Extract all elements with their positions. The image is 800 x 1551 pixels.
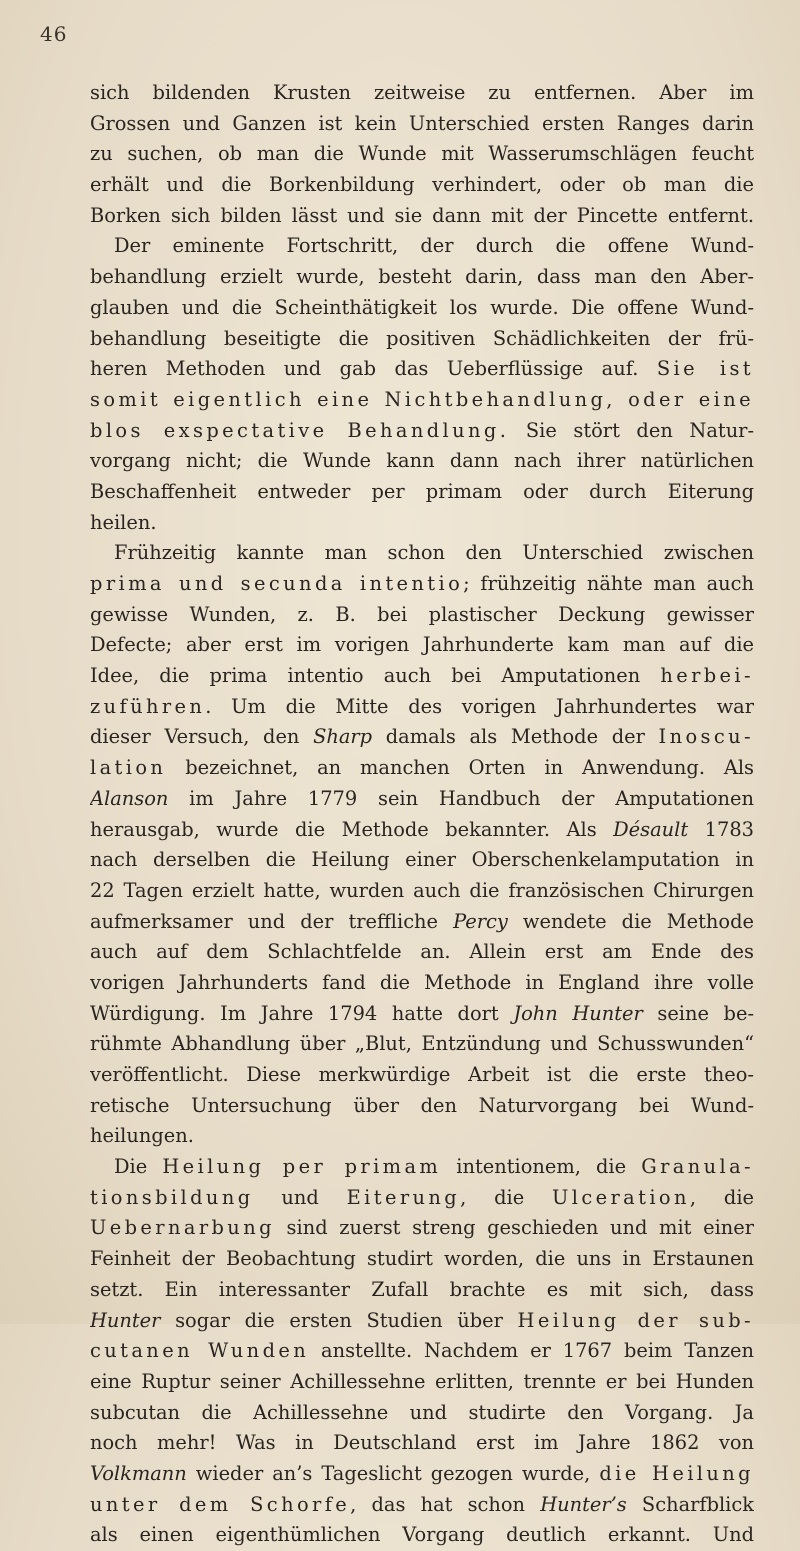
spaced-text-run: Inoscu- xyxy=(658,725,754,749)
spaced-text-run: prima und secunda intentio xyxy=(90,572,464,595)
text-run: Sie stört den Natur- xyxy=(509,418,754,442)
text-run: aufmerksamer und der treffliche xyxy=(90,909,454,933)
text-line xyxy=(90,1029,754,1060)
text-run: noch mehr! Was in Deutschland erst im Jahre 1862 von xyxy=(90,1431,754,1455)
text-run: Der eminente Fortschritt, der durch die offene Wund- xyxy=(114,234,754,258)
text-run: sich bildenden Krusten zeitweise zu entfernen. Aber im xyxy=(90,81,754,104)
text-run: wendete die Methode xyxy=(507,909,754,933)
text-line xyxy=(90,815,754,846)
text-line xyxy=(90,139,754,170)
text-line xyxy=(90,477,754,508)
text-line xyxy=(90,569,754,600)
text-line xyxy=(90,1490,754,1521)
text-run: wieder an’s Tageslicht gezogen wurde, xyxy=(186,1461,600,1485)
spaced-text-run: Sie ist xyxy=(656,357,754,381)
text-run: dieser Versuch, den xyxy=(90,725,314,749)
spaced-text-run: herbei- xyxy=(660,664,754,688)
text-line xyxy=(90,201,754,232)
text-line xyxy=(90,907,754,938)
text-run: intentionem, die xyxy=(441,1155,642,1179)
text-run: erhält und die Borkenbildung verhindert, oder ob man die xyxy=(90,173,754,197)
text-line xyxy=(90,1367,754,1398)
text-run: anstellte. Nachdem er 1767 beim Tanzen xyxy=(309,1339,754,1363)
spaced-text-run: Eiterung xyxy=(346,1185,461,1209)
text-run: nach derselben die Heilung einer Oberschenkelamputation in xyxy=(90,848,754,872)
text-line xyxy=(90,1459,754,1490)
text-run: auch auf dem Schlachtfelde an. Allein erst am Ende des xyxy=(90,940,754,964)
spaced-text-run: somit eigentlich eine Nichtbehandlung, oder eine xyxy=(90,387,754,411)
text-run: herausgab, wurde die Methode bekannter. Als xyxy=(90,817,614,841)
text-run: vorgang nicht; die Wunde kann dann nach ihrer natürlichen xyxy=(90,449,754,473)
spaced-text-run: die Heilung xyxy=(599,1461,754,1485)
text-line xyxy=(90,753,754,784)
spaced-text-run: Granula- xyxy=(641,1155,754,1179)
text-line xyxy=(90,231,754,262)
text-line xyxy=(90,1213,754,1244)
text-line xyxy=(90,692,754,723)
text-run: Scharfblick xyxy=(626,1492,754,1516)
text-run: vorigen Jahrhunderts fand die Methode in England ihre volle xyxy=(90,970,754,994)
text-run: glauben und die Scheinthätigkeit los wurde. Die offene Wund- xyxy=(90,295,754,319)
text-line xyxy=(90,262,754,293)
text-run: retische Untersuchung über den Naturvorgang bei Wund- xyxy=(90,1093,754,1117)
page-number: 46 xyxy=(40,22,68,46)
text-line xyxy=(90,1398,754,1429)
text-run: . Um die Mitte des vorigen Jahrhundertes war xyxy=(205,694,754,718)
author-name: Hunter’s xyxy=(540,1492,627,1516)
text-line xyxy=(90,354,754,385)
text-line xyxy=(90,876,754,907)
author-name: Alanson xyxy=(90,786,169,810)
text-run: bezeichnet, an manchen Orten in Anwendung. Als xyxy=(166,756,754,780)
text-line xyxy=(90,600,754,631)
spaced-text-run: lation xyxy=(90,756,167,780)
text-line xyxy=(90,1183,754,1214)
text-run: heilungen. xyxy=(90,1124,194,1148)
text-run: heilen. xyxy=(90,510,157,534)
spaced-text-run: zuführen xyxy=(90,694,206,718)
author-name: Sharp xyxy=(313,725,373,749)
text-run: 1783 xyxy=(688,817,754,841)
text-line xyxy=(90,968,754,999)
text-line xyxy=(90,1275,754,1306)
text-run: setzt. Ein interessanter Zufall brachte es mit sich, dass xyxy=(90,1277,754,1301)
text-line xyxy=(90,1152,754,1183)
spaced-text-run: cutanen Wunden xyxy=(90,1339,310,1363)
text-run: eine Ruptur seiner Achillessehne erlitten, trennte er bei Hunden xyxy=(90,1369,754,1393)
spaced-text-run: Heilung per primam xyxy=(162,1155,442,1179)
text-run: sogar die ersten Studien über xyxy=(160,1308,518,1332)
text-run: , die xyxy=(460,1185,553,1209)
text-line xyxy=(90,416,754,447)
text-line xyxy=(90,937,754,968)
spaced-text-run: blos exspectative Behandlung. xyxy=(90,418,510,442)
text-run: im Jahre 1779 sein Handbuch der Amputationen xyxy=(168,786,754,810)
text-run: Würdigung. Im Jahre 1794 hatte dort xyxy=(90,1001,514,1025)
text-run: seine be- xyxy=(642,1001,754,1025)
text-line xyxy=(90,661,754,692)
text-run: Die xyxy=(114,1155,163,1179)
spaced-text-run: Uebernarbung xyxy=(90,1216,275,1240)
text-run: Grossen und Ganzen ist kein Unterschied ersten Ranges darin xyxy=(90,111,754,135)
text-line xyxy=(90,999,754,1030)
spaced-text-run: tionsbildung xyxy=(90,1185,254,1209)
text-run: sind zuerst streng geschieden und mit einer xyxy=(274,1216,754,1240)
text-run: zu suchen, ob man die Wunde mit Wasserumschlägen feucht xyxy=(90,142,754,166)
text-line xyxy=(90,508,754,539)
text-line xyxy=(90,1336,754,1367)
text-line xyxy=(90,1306,754,1337)
text-line xyxy=(90,385,754,416)
text-run: 22 Tagen erzielt hatte, wurden auch die französischen Chirurgen xyxy=(90,878,754,902)
text-line xyxy=(90,324,754,355)
text-line xyxy=(90,293,754,324)
author-name: Hunter xyxy=(90,1308,161,1332)
text-line xyxy=(90,845,754,876)
author-name: Volkmann xyxy=(90,1461,187,1485)
spaced-text-run: Heilung der sub- xyxy=(517,1308,754,1332)
text-run: und xyxy=(253,1185,347,1209)
text-run: rühmte Abhandlung über „Blut, Entzündung und Schusswunden“ xyxy=(90,1032,754,1056)
author-name: John Hunter xyxy=(513,1001,643,1025)
text-run: veröffentlicht. Diese merkwürdige Arbeit ist die erste theo- xyxy=(90,1063,754,1086)
text-run: heren Methoden und gab das Ueberflüssige auf. xyxy=(90,357,657,381)
text-line xyxy=(90,1244,754,1275)
author-name: Percy xyxy=(453,909,508,933)
text-run: damals als Methode der xyxy=(372,725,659,749)
text-run: behandlung erzielt wurde, besteht darin, dass man den Aber- xyxy=(90,265,754,289)
text-line xyxy=(90,784,754,815)
text-line xyxy=(90,446,754,477)
text-line xyxy=(90,1091,754,1122)
text-run: , die xyxy=(689,1185,754,1209)
text-run: ; frühzeitig nähte man auch xyxy=(463,572,754,595)
text-line xyxy=(90,78,754,109)
text-run: als einen eigenthümlichen Vorgang deutlich erkannt. Und xyxy=(90,1523,754,1547)
text-line xyxy=(90,1121,754,1152)
text-run: , das hat schon xyxy=(350,1492,541,1516)
text-line xyxy=(90,722,754,753)
text-run: Defecte; aber erst im vorigen Jahrhunderte kam man auf die xyxy=(90,633,754,657)
text-run: Feinheit der Beobachtung studirt worden, die uns in Erstaunen xyxy=(90,1247,754,1271)
text-line xyxy=(90,630,754,661)
spaced-text-run: unter dem Schorfe xyxy=(90,1492,351,1516)
text-line xyxy=(90,1428,754,1459)
text-run: behandlung beseitigte die positiven Schädlichkeiten der frü- xyxy=(90,326,754,350)
text-run: Frühzeitig kannte man schon den Unterschied zwischen xyxy=(114,541,754,565)
text-run: Idee, die prima intentio auch bei Amputationen xyxy=(90,664,661,688)
text-line xyxy=(90,1520,754,1551)
text-line xyxy=(90,538,754,569)
body-text xyxy=(90,78,754,1551)
author-name: Désault xyxy=(613,817,689,841)
text-line xyxy=(90,170,754,201)
text-run: Beschaffenheit entweder per primam oder durch Eiterung xyxy=(90,479,754,503)
spaced-text-run: Ulceration xyxy=(552,1185,690,1209)
text-run: Borken sich bilden lässt und sie dann mit der Pincette entfernt. xyxy=(90,203,754,227)
text-line xyxy=(90,109,754,140)
text-run: gewisse Wunden, z. B. bei plastischer Deckung gewisser xyxy=(90,602,754,626)
text-line xyxy=(90,1060,754,1091)
text-run: subcutan die Achillessehne und studirte den Vorgang. Ja xyxy=(90,1400,754,1424)
